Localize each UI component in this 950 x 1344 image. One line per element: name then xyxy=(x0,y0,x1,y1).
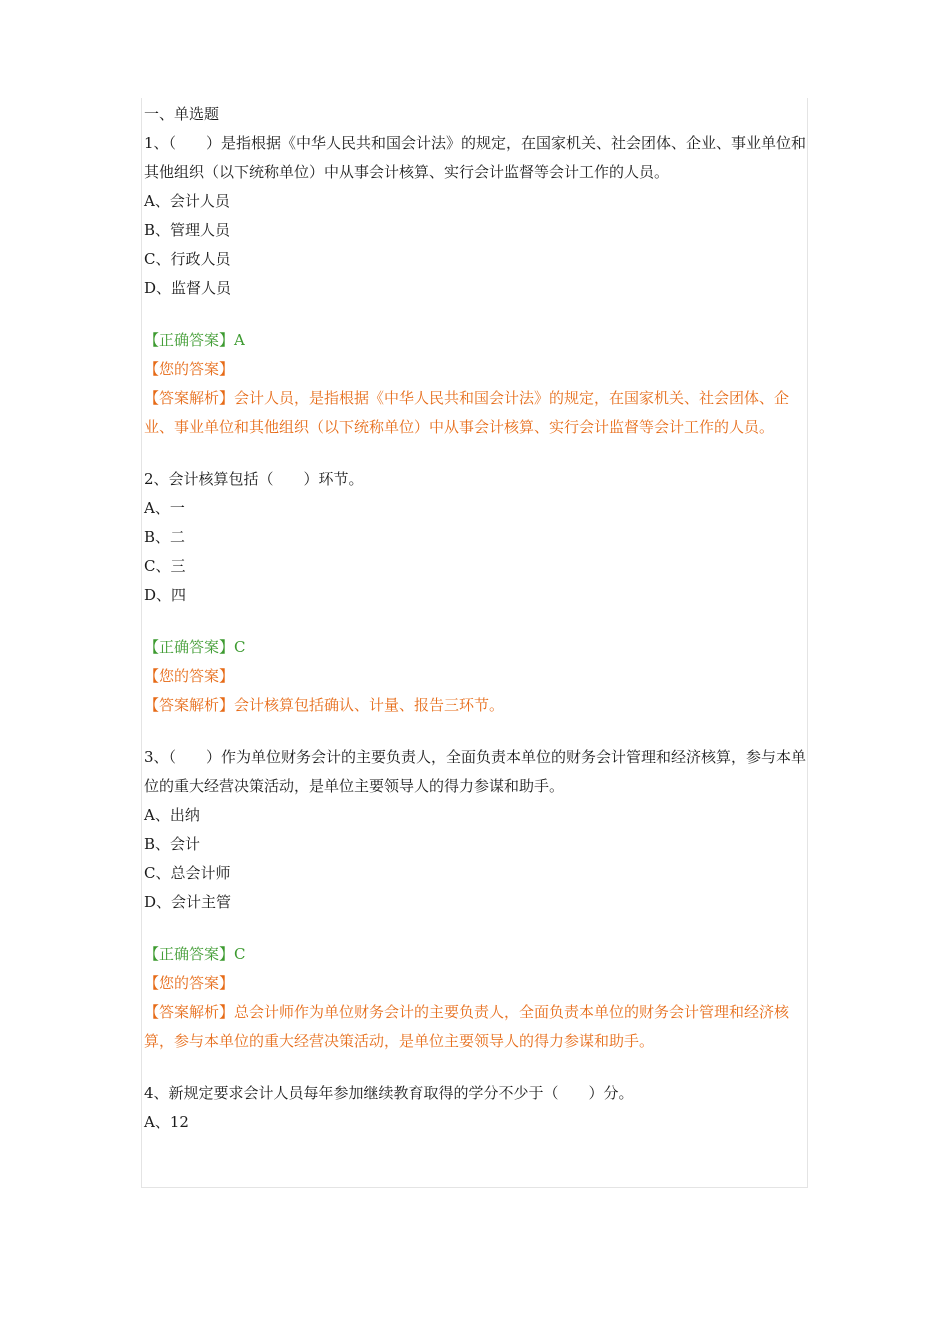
question-2 xyxy=(144,465,824,743)
correct-answer: 【正确答案】A xyxy=(144,331,245,349)
option-b: B、二 xyxy=(144,528,186,546)
your-answer: 【您的答案】 xyxy=(144,974,235,992)
answer-analysis: 【答案解析】会计核算包括确认、计量、报告三环节。 xyxy=(144,696,505,714)
option-a: A、会计人员 xyxy=(144,192,230,210)
your-answer: 【您的答案】 xyxy=(144,667,235,685)
option-c: C、三 xyxy=(144,557,186,575)
option-a: A、12 xyxy=(144,1113,189,1131)
option-d: D、监督人员 xyxy=(144,279,232,297)
question-stem: 4、新规定要求会计人员每年参加继续教育取得的学分不少于（ ）分。 xyxy=(144,1084,634,1102)
option-b: B、管理人员 xyxy=(144,221,231,239)
question-stem: 3、（ ）作为单位财务会计的主要负责人，全面负责本单位的财务会计管理和经济核算，参与本单位的重大经营决策活动，是单位主要领导人的得力参谋和助手。 xyxy=(144,748,807,795)
option-c: C、总会计师 xyxy=(144,864,231,882)
answer-analysis: 【答案解析】会计人员，是指根据《中华人民共和国会计法》的规定，在国家机关、社会团体、企业、事业单位和其他组织（以下统称单位）中从事会计核算、实行会计监督等会计工作的人员。 xyxy=(144,389,790,436)
option-a: A、出纳 xyxy=(144,806,200,824)
document-content xyxy=(144,100,824,1137)
option-a: A、一 xyxy=(144,499,185,517)
question-3 xyxy=(144,743,824,1079)
option-b: B、会计 xyxy=(144,835,201,853)
answer-analysis: 【答案解析】总会计师作为单位财务会计的主要负责人，全面负责本单位的财务会计管理和经济核算，参与本单位的重大经营决策活动，是单位主要领导人的得力参谋和助手。 xyxy=(144,1003,790,1050)
section-title: 一、单选题 xyxy=(144,105,220,123)
option-d: D、四 xyxy=(144,586,187,604)
your-answer: 【您的答案】 xyxy=(144,360,235,378)
correct-answer: 【正确答案】C xyxy=(144,638,246,656)
question-4 xyxy=(144,1079,824,1137)
question-stem: 1、（ ）是指根据《中华人民共和国会计法》的规定，在国家机关、社会团体、企业、事业单位和其他组织（以下统称单位）中从事会计核算、实行会计监督等会计工作的人员。 xyxy=(144,134,807,181)
question-stem: 2、会计核算包括（ ）环节。 xyxy=(144,470,364,488)
option-c: C、行政人员 xyxy=(144,250,231,268)
correct-answer: 【正确答案】C xyxy=(144,945,246,963)
option-d: D、会计主管 xyxy=(144,893,232,911)
question-1 xyxy=(144,129,824,465)
